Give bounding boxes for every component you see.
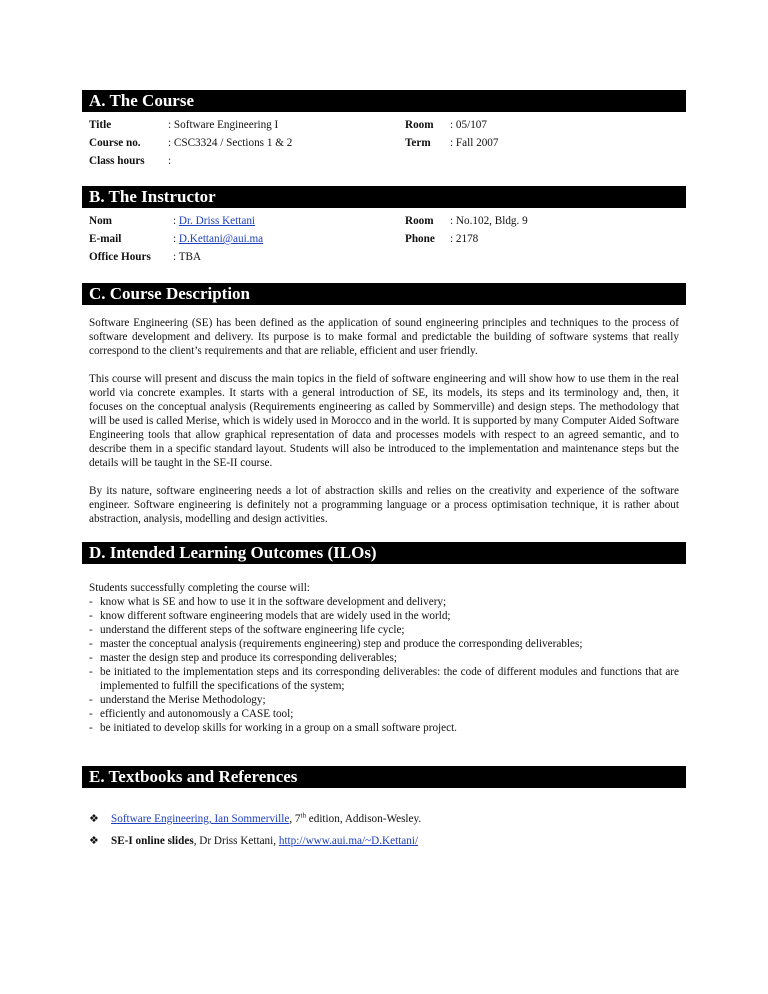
list-item — [89, 693, 679, 707]
description-paragraph-2: This course will present and discuss the main topics in the field of software engineering and will show how to use them in the real world via concrete examples. It starts with a general introduction of SE, its models, its steps and its terminology and, then, it focuses on the conceptual analysis (Requirements engineering as called by Sommerville) and design steps. The methodology that will be used is called Merise, which is widely used in Morocco and in the world. It is supported by many Computer Aided Software Engineering tools that allow graphical representation of data and processes models with respect to an agreed semantic, and to describe them in a specific standard layout. Students will also be introduced to the implementation and maintenance steps but the details will be taught in the SE-II course. — [89, 373, 679, 469]
list-item — [89, 721, 679, 735]
phone-value: : 2178 — [450, 233, 479, 245]
dash-bullet: - — [89, 610, 93, 622]
office-hours-label: Office Hours — [89, 251, 151, 263]
email-label: E-mail — [89, 233, 122, 245]
section-heading-ilos: D. Intended Learning Outcomes (ILOs) — [82, 542, 686, 564]
list-item — [89, 651, 679, 665]
ilo-text: be initiated to the implementation steps and its corresponding deliverables: the code of different modules and functions that are implemented to fulfill the specifications of the system; — [100, 666, 679, 692]
instructor-room-label: Room — [405, 215, 434, 227]
nom-value — [173, 213, 255, 229]
sommerville-link[interactable]: Software Engineering, Ian Sommerville — [111, 813, 290, 825]
ilo-list — [89, 581, 679, 735]
ilo-text: understand the Merise Methodology; — [100, 694, 266, 706]
ilo-text: master the design step and produce its corresponding deliverables; — [100, 652, 398, 664]
email-link[interactable]: D.Kettani@aui.ma — [178, 233, 264, 245]
instructor-name-link[interactable]: Dr. Driss Kettani — [178, 215, 256, 227]
section-heading-instructor: B. The Instructor — [82, 186, 686, 208]
email-separator: : — [173, 233, 179, 245]
nom-separator: : — [173, 215, 179, 227]
diamond-bullet-icon: ❖ — [89, 834, 99, 847]
dash-bullet: - — [89, 652, 93, 664]
nom-label: Nom — [89, 215, 112, 227]
list-item — [89, 707, 679, 721]
dash-bullet: - — [89, 596, 93, 608]
office-hours-value: : TBA — [173, 251, 202, 263]
term-label: Term — [405, 137, 431, 149]
diamond-bullet-icon: ❖ — [89, 812, 99, 825]
ilo-text: master the conceptual analysis (requirements engineering) step and produce the corresponding deliverables; — [100, 638, 583, 650]
ilo-text: know different software engineering models that are widely used in the world; — [100, 610, 451, 622]
description-paragraph-1: Software Engineering (SE) has been defined as the application of sound engineering principles and techniques to the process of software development and delivery. Its purpose is to make formal and predictable the building of software systems that really correspond to the client’s requirements and that are reliable, efficient and user friendly. — [89, 317, 679, 357]
reference-item-2 — [89, 833, 418, 849]
list-item — [89, 595, 679, 609]
slides-title: SE-I online slides — [111, 835, 194, 847]
reference-item-1 — [89, 811, 421, 827]
phone-label: Phone — [405, 233, 435, 245]
section-heading-references: E. Textbooks and References — [82, 766, 686, 788]
dash-bullet: - — [89, 624, 93, 636]
dash-bullet: - — [89, 708, 93, 720]
term-value: : Fall 2007 — [450, 137, 499, 149]
email-value — [173, 231, 263, 247]
ilo-intro: Students successfully completing the course will: — [89, 582, 310, 594]
instructor-room-value: : No.102, Bldg. 9 — [450, 215, 528, 227]
class-hours-value: : — [168, 155, 172, 167]
ilo-text: understand the different steps of the software engineering life cycle; — [100, 624, 405, 636]
ilo-text: efficiently and autonomously a CASE tool; — [100, 708, 294, 720]
list-item — [89, 637, 679, 651]
ilo-text: know what is SE and how to use it in the software development and delivery; — [100, 596, 447, 608]
slides-author: , Dr Driss Kettani, — [193, 835, 279, 847]
list-item — [89, 665, 679, 693]
dash-bullet: - — [89, 666, 93, 678]
course-no-value: : CSC3324 / Sections 1 & 2 — [168, 137, 293, 149]
dash-bullet: - — [89, 694, 93, 706]
edition-superscript: th — [300, 811, 306, 820]
title-value: : Software Engineering I — [168, 119, 279, 131]
slides-url-link[interactable]: http://www.aui.ma/~D.Kettani/ — [278, 835, 419, 847]
class-hours-label: Class hours — [89, 155, 145, 167]
section-heading-description: C. Course Description — [82, 283, 686, 305]
room-value: : 05/107 — [450, 119, 487, 131]
description-paragraph-3: By its nature, software engineering needs a lot of abstraction skills and relies on the creativity and experience of the software engineer. Software engineering is definitely not a programming language or a process optimisation technique, it is rather about abstraction, analysis, modelling and design activities. — [89, 485, 679, 525]
edition-publisher: edition, Addison-Wesley. — [305, 813, 422, 825]
course-no-label: Course no. — [89, 137, 141, 149]
section-heading-course: A. The Course — [82, 90, 686, 112]
title-label: Title — [89, 119, 112, 131]
dash-bullet: - — [89, 638, 93, 650]
list-item — [89, 623, 679, 637]
ilo-text: be initiated to develop skills for working in a group on a small software project. — [100, 722, 457, 734]
room-label: Room — [405, 119, 434, 131]
edition-number: , 7 — [289, 813, 301, 825]
dash-bullet: - — [89, 722, 93, 734]
list-item — [89, 609, 679, 623]
